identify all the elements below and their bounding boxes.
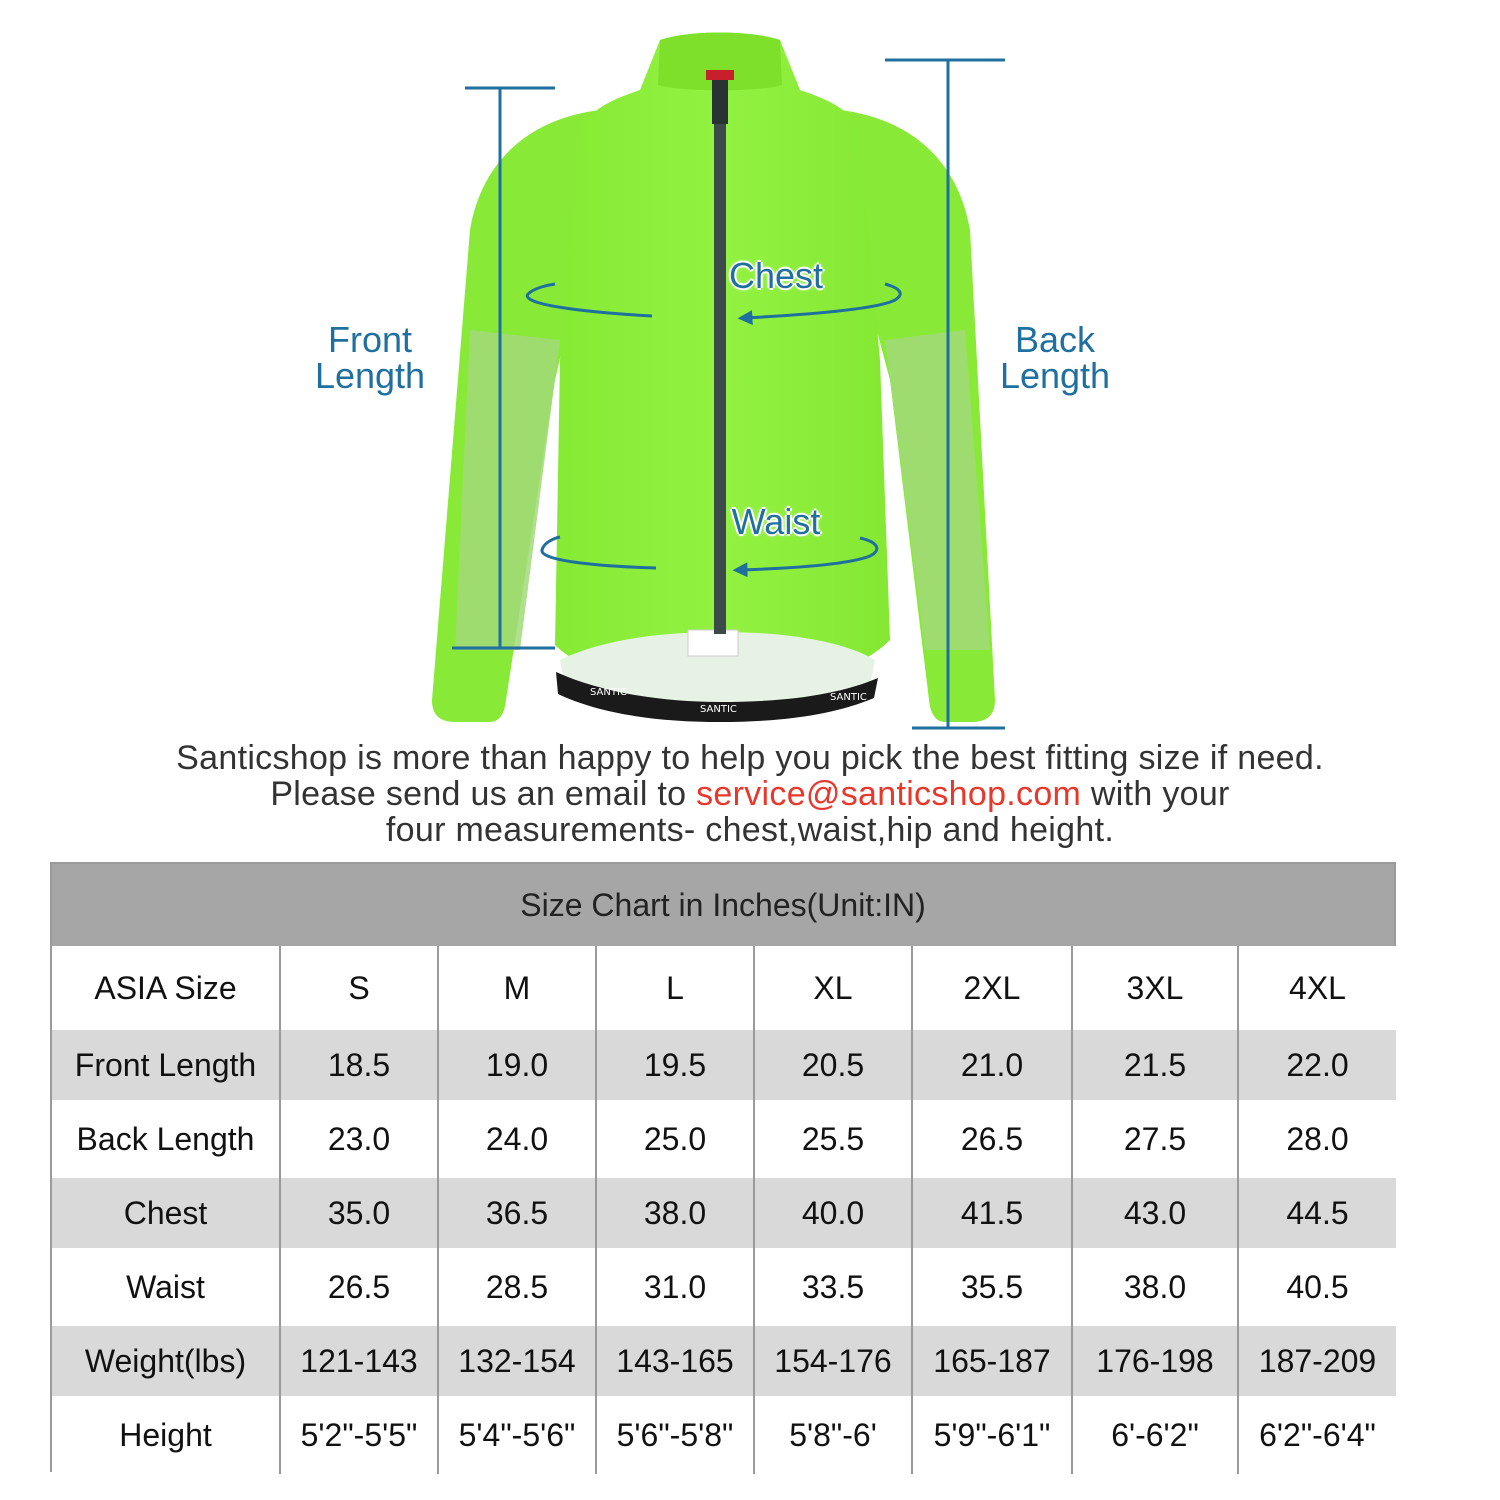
header-cell: 3XL [1072,946,1238,1030]
table-row [52,1030,1396,1100]
table-cell: 5'9"-6'1" [912,1396,1072,1474]
notice-line-2: Please send us an email to service@santicshop.com with your [270,775,1230,813]
table-cell: 35.5 [912,1248,1072,1326]
table-cell: 22.0 [1238,1030,1396,1100]
left-side-panel [455,330,560,650]
table-cell: 23.0 [280,1100,438,1178]
table-cell: 26.5 [280,1248,438,1326]
table-row [52,1100,1396,1178]
row-label: Height [52,1396,280,1474]
header-cell: XL [754,946,912,1030]
row-label: Front Length [52,1030,280,1100]
table-cell: 25.0 [596,1100,754,1178]
header-cell: 4XL [1238,946,1396,1030]
table-cell: 31.0 [596,1248,754,1326]
table-cell: 44.5 [1238,1178,1396,1248]
table-cell: 20.5 [754,1030,912,1100]
table-row [52,1396,1396,1474]
table-cell: 187-209 [1238,1326,1396,1396]
table-cell: 132-154 [438,1326,596,1396]
size-chart-title: Size Chart in Inches(Unit:IN) [52,864,1394,946]
size-header-row [52,946,1396,1030]
hem-brand-mark: SANTIC [590,687,627,698]
zipper [714,86,726,634]
jersey-illustration [0,0,1500,740]
table-cell: 5'2"-5'5" [280,1396,438,1474]
size-chart-table [50,862,1396,1472]
notice-line-3: four measurements- chest,waist,hip and height. [385,811,1115,849]
table-row [52,1326,1396,1396]
table-cell: 24.0 [438,1100,596,1178]
row-label: Waist [52,1248,280,1326]
table-cell: 40.0 [754,1178,912,1248]
table-cell: 38.0 [596,1178,754,1248]
header-cell: ASIA Size [52,946,280,1030]
table-cell: 19.5 [596,1030,754,1100]
notice-line-1: Santicshop is more than happy to help you pick the best fitting size if need. [176,739,1324,777]
header-cell: M [438,946,596,1030]
support-email-link[interactable]: service@santicshop.com [696,775,1082,813]
help-notice [0,740,1500,848]
table-cell: 5'8"-6' [754,1396,912,1474]
table-cell: 28.5 [438,1248,596,1326]
table-cell: 33.5 [754,1248,912,1326]
table-cell: 5'6"-5'8" [596,1396,754,1474]
table-cell: 143-165 [596,1326,754,1396]
table-cell: 25.5 [754,1100,912,1178]
size-chart-grid [52,946,1396,1474]
waist-label: Waist [731,501,821,542]
table-cell: 21.5 [1072,1030,1238,1100]
table-cell: 38.0 [1072,1248,1238,1326]
table-cell: 28.0 [1238,1100,1396,1178]
table-cell: 40.5 [1238,1248,1396,1326]
table-cell: 43.0 [1072,1178,1238,1248]
table-cell: 176-198 [1072,1326,1238,1396]
row-label: Weight(lbs) [52,1326,280,1396]
table-row [52,1178,1396,1248]
table-cell: 35.0 [280,1178,438,1248]
table-cell: 36.5 [438,1178,596,1248]
table-cell: 27.5 [1072,1100,1238,1178]
table-cell: 6'2"-6'4" [1238,1396,1396,1474]
back-length-label: Back Length [999,319,1111,396]
header-cell: L [596,946,754,1030]
table-cell: 21.0 [912,1030,1072,1100]
table-cell: 154-176 [754,1326,912,1396]
size-tag [688,630,738,656]
table-cell: 41.5 [912,1178,1072,1248]
chest-label: Chest [728,255,824,296]
front-length-label: Front Length [314,319,426,396]
table-cell: 5'4"-5'6" [438,1396,596,1474]
row-label: Chest [52,1178,280,1248]
hem-brand-mark: SANTIC [830,692,867,703]
table-cell: 165-187 [912,1326,1072,1396]
jersey-measurement-figure [0,0,1500,740]
zipper-pull [712,80,728,124]
table-cell: 6'-6'2" [1072,1396,1238,1474]
table-row [52,1248,1396,1326]
hem-brand-mark: SANTIC [700,704,737,715]
header-cell: 2XL [912,946,1072,1030]
table-cell: 26.5 [912,1100,1072,1178]
table-cell: 121-143 [280,1326,438,1396]
row-label: Back Length [52,1100,280,1178]
table-cell: 18.5 [280,1030,438,1100]
header-cell: S [280,946,438,1030]
table-cell: 19.0 [438,1030,596,1100]
collar-tab [706,70,734,80]
